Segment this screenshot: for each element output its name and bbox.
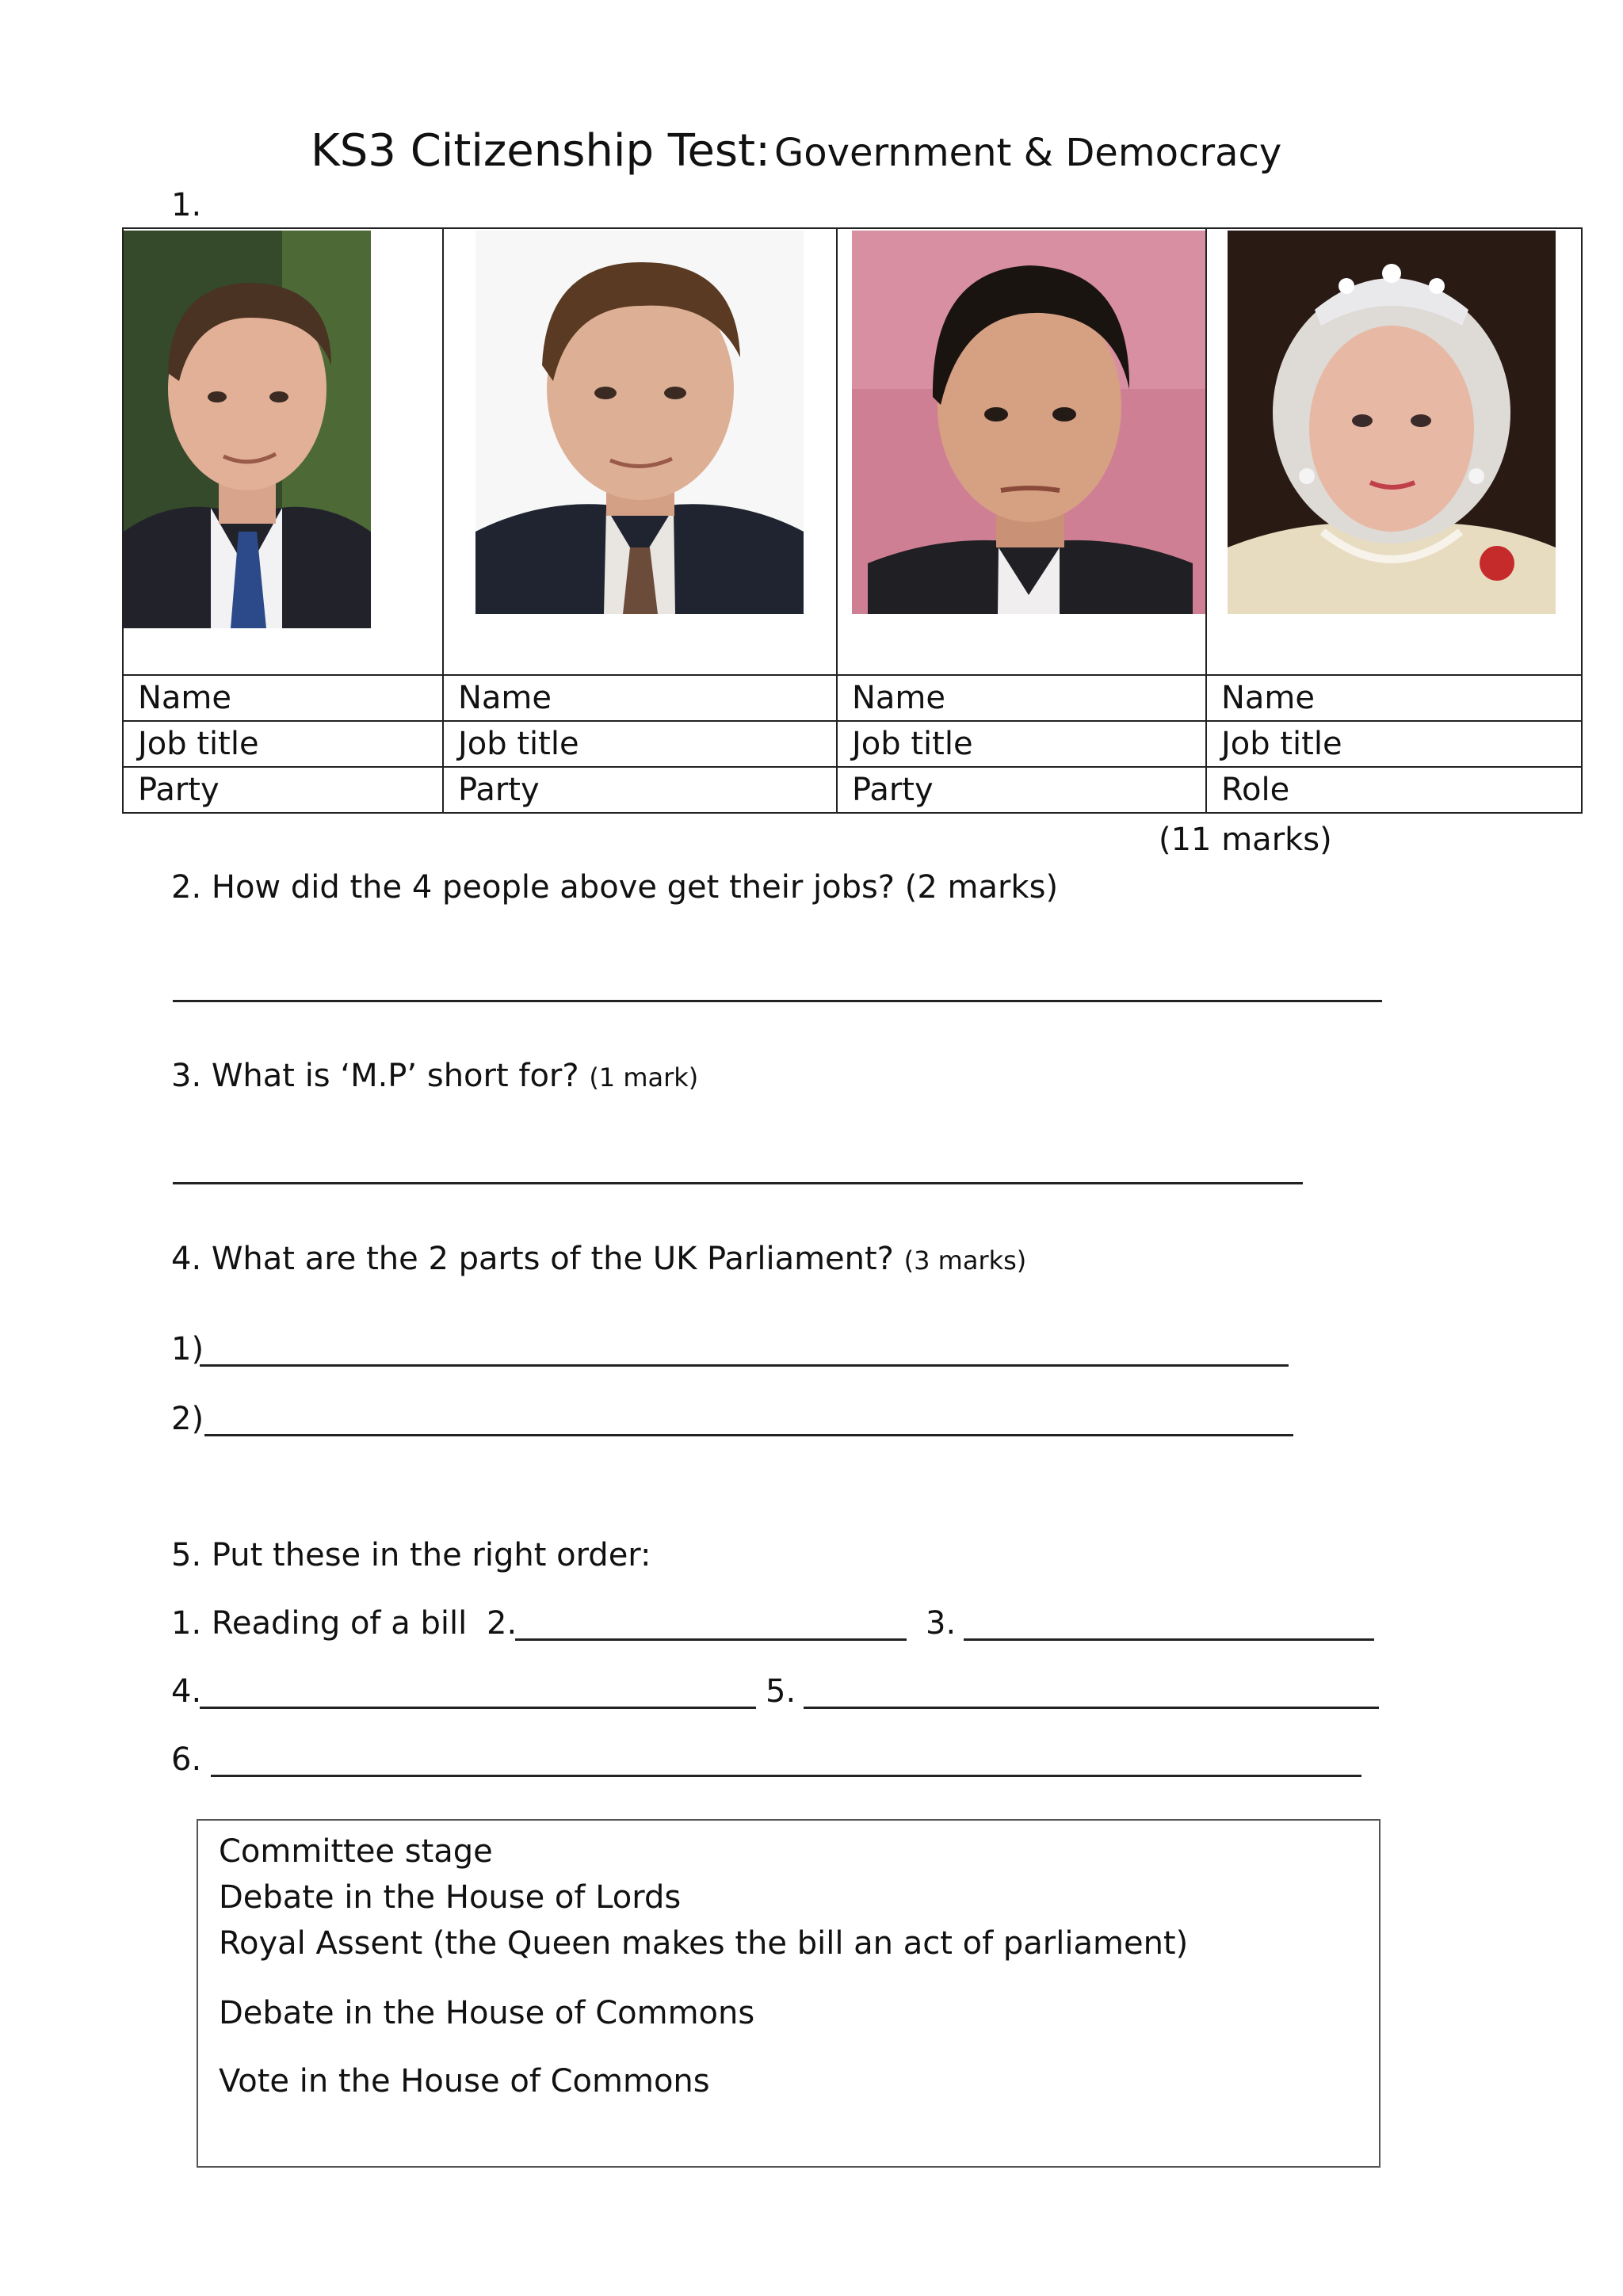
option-royal-assent: Royal Assent (the Queen makes the bill an act of parliament) <box>219 1925 1189 1962</box>
question-1-number: 1. <box>171 187 202 223</box>
question-1-marks: (11 marks) <box>1159 822 1332 858</box>
step-5-label: 5. <box>766 1673 796 1710</box>
name-cell-4: Name <box>1206 675 1582 721</box>
step-2-answer-line[interactable] <box>515 1638 907 1641</box>
portrait-3 <box>852 231 1205 614</box>
step-3-label: 3. <box>926 1605 957 1642</box>
portrait-2 <box>475 231 804 614</box>
people-table <box>122 227 1583 814</box>
job-title-cell-4: Job title <box>1206 721 1582 767</box>
title-sub: Government & Democracy <box>774 131 1282 175</box>
portrait-1 <box>124 231 371 628</box>
party-cell-3: Party <box>837 767 1206 813</box>
question-4 <box>171 1241 1026 1277</box>
question-2: 2. How did the 4 people above get their jobs? (2 marks) <box>171 869 1059 906</box>
job-title-cell-3: Job title <box>837 721 1206 767</box>
title-main: KS3 Citizenship Test: <box>311 125 770 177</box>
name-cell-1: Name <box>123 675 443 721</box>
question-3 <box>171 1058 698 1094</box>
question-4-text: 4. What are the 2 parts of the UK Parliament? <box>171 1241 894 1277</box>
step-4-label: 4. <box>171 1673 202 1710</box>
option-vote-commons: Vote in the House of Commons <box>219 2063 710 2100</box>
job-title-cell-1: Job title <box>123 721 443 767</box>
question-2-answer-line[interactable] <box>173 1000 1382 1002</box>
question-4-answer-1-line[interactable] <box>200 1364 1289 1367</box>
step-2-label: 2. <box>487 1605 517 1642</box>
photo-cell-4 <box>1206 228 1582 675</box>
step-5-answer-line[interactable] <box>804 1707 1379 1709</box>
page-title <box>311 125 1281 177</box>
question-5: 5. Put these in the right order: <box>171 1537 651 1573</box>
step-4-answer-line[interactable] <box>200 1707 756 1709</box>
options-box <box>197 1819 1381 2168</box>
option-debate-commons: Debate in the House of Commons <box>219 1995 755 2031</box>
portrait-4 <box>1228 231 1556 614</box>
party-cell-1: Party <box>123 767 443 813</box>
option-committee-stage: Committee stage <box>219 1833 493 1870</box>
question-3-answer-line[interactable] <box>173 1182 1303 1184</box>
question-4-marks: (3 marks) <box>903 1245 1027 1276</box>
party-cell-2: Party <box>443 767 837 813</box>
role-cell-4: Role <box>1206 767 1582 813</box>
option-debate-lords: Debate in the House of Lords <box>219 1879 682 1916</box>
step-6-answer-line[interactable] <box>211 1775 1361 1777</box>
step-1-text: 1. Reading of a bill <box>171 1605 468 1642</box>
job-title-cell-2: Job title <box>443 721 837 767</box>
photo-cell-1 <box>123 228 443 675</box>
question-4-answer-2-line[interactable] <box>204 1434 1293 1436</box>
photo-cell-3 <box>837 228 1206 675</box>
question-4-answer-2-label: 2) <box>171 1401 204 1437</box>
photo-cell-2 <box>443 228 837 675</box>
name-cell-3: Name <box>837 675 1206 721</box>
question-3-marks: (1 mark) <box>589 1062 699 1093</box>
step-6-label: 6. <box>171 1741 202 1778</box>
step-3-answer-line[interactable] <box>964 1638 1374 1641</box>
name-cell-2: Name <box>443 675 837 721</box>
question-4-answer-1-label: 1) <box>171 1331 204 1367</box>
question-3-text: 3. What is ‘M.P’ short for? <box>171 1058 579 1094</box>
